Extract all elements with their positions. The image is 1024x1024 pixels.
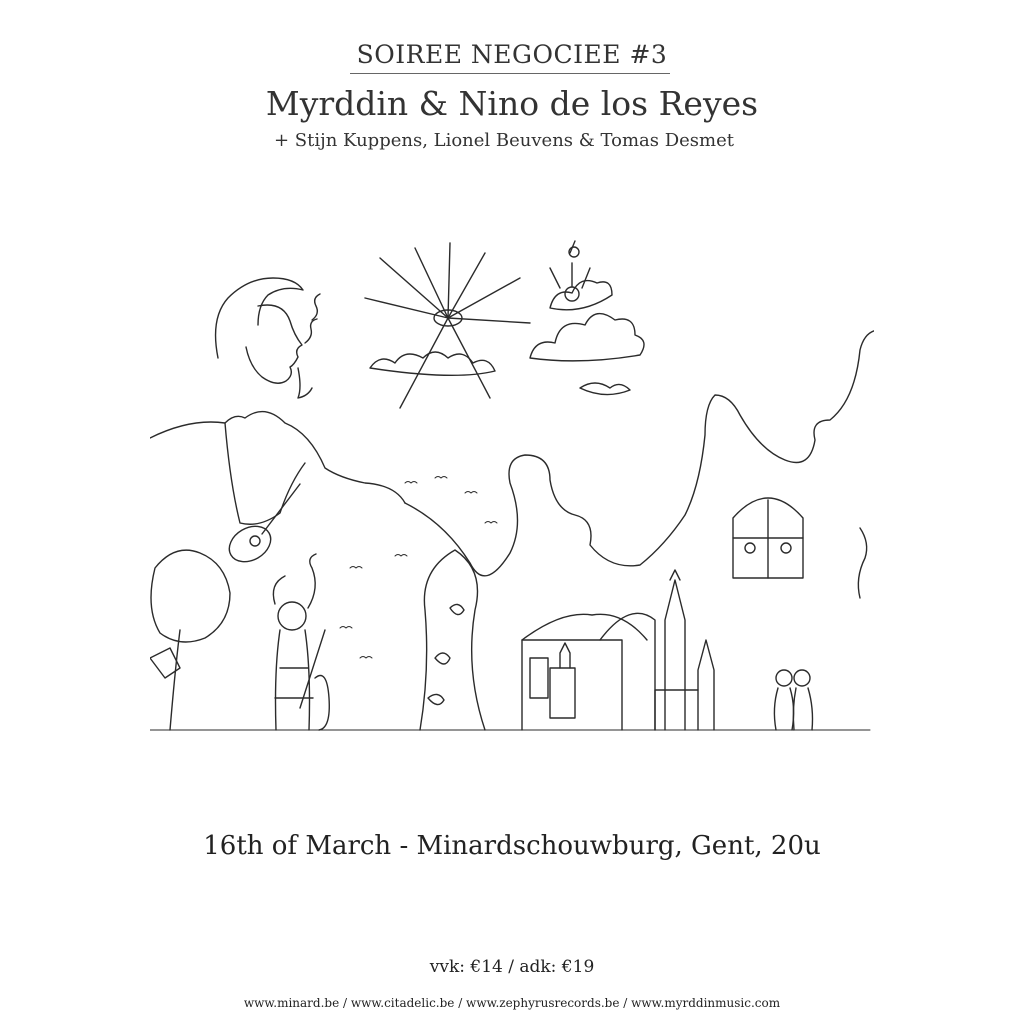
couple-figures-drawing — [774, 670, 812, 730]
leafy-tree-drawing — [150, 550, 230, 730]
musician-figure-drawing — [273, 554, 329, 730]
window-drawing — [733, 498, 803, 578]
clouds-drawing — [370, 281, 644, 395]
ticket-prices: vvk: €14 / adk: €19 — [429, 957, 595, 977]
flower-sprig-drawing — [858, 528, 866, 598]
ink-illustration — [150, 238, 874, 734]
supporting-artists: + Stijn Kuppens, Lionel Beuvens & Tomas Desmet — [274, 130, 734, 151]
series-title: SOIREE NEGOCIEE #3 — [356, 40, 668, 69]
castle-drawing — [522, 570, 714, 730]
event-date-venue: 16th of March - Minardschouwburg, Gent, 20u — [203, 831, 821, 861]
mohawk-man-drawing — [150, 278, 405, 524]
sun-drawing — [365, 243, 530, 408]
website-links: www.minard.be / www.citadelic.be / www.zephyrusrecords.be / www.myrddinmusic.com — [243, 996, 781, 1010]
title-underline — [350, 73, 670, 74]
headliner-title: Myrddin & Nino de los Reyes — [265, 84, 759, 123]
tree-trunk-drawing — [420, 550, 485, 730]
birds-drawing — [340, 477, 497, 659]
